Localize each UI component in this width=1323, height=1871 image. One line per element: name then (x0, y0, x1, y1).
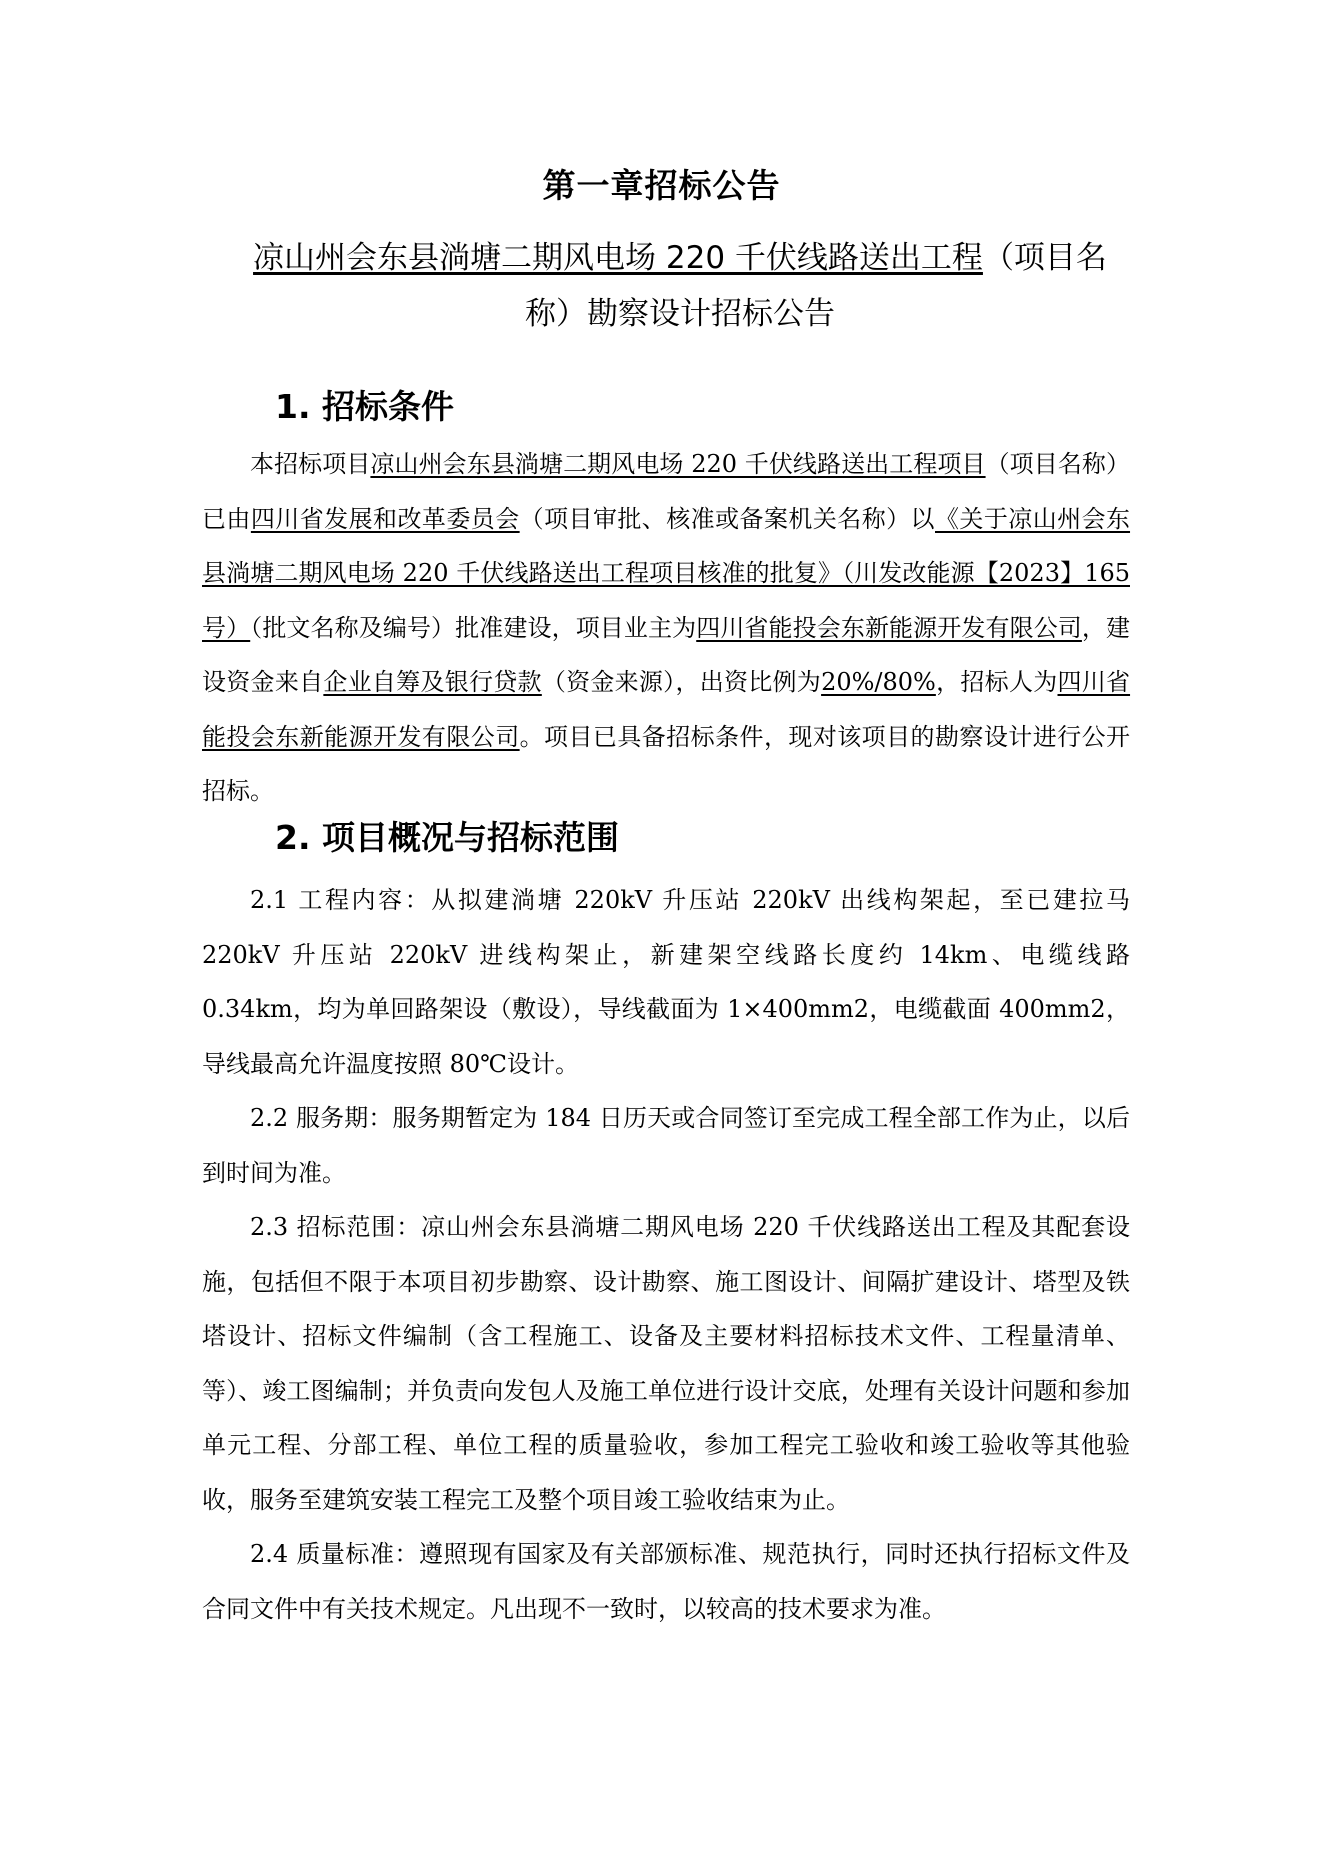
text-run: （批文名称及编号）批准建设，项目业主为 (250, 613, 697, 642)
title-project-name: 凉山州会东县淌塘二期风电场 220 千伏线路送出工程 (253, 240, 983, 276)
paragraph-2-1: 2.1 工程内容：从拟建淌塘 220kV 升压站 220kV 出线构架起，至已建拉马 220kV 升压站 220kV 进线构架止，新建架空线路长度约 14km、电缆线路 0.34km，均为单回路架设（敷设），导线截面为 1×400mm2，电缆截面 400mm2，导线最高允许温度按照 80℃设计。 (202, 886, 1130, 1078)
text-run: （项目名称）已由 (202, 450, 1130, 533)
text-run: （项目审批、核准或备案机关名称）以 (519, 504, 935, 533)
filled-field: 20%/80% (821, 668, 936, 696)
text-run: ，招标人为 (935, 668, 1058, 696)
paragraph-2-3: 2.3 招标范围：凉山州会东县淌塘二期风电场 220 千伏线路送出工程及其配套设施，包括但不限于本项目初步勘察、设计勘察、施工图设计、间隔扩建设计、塔型及铁塔设计、招标文件编制（含工程施工、设备及主要材料招标技术文件、工程量清单、等）、竣工图编制；并负责向发包人及施工单位进行设计交底，处理有关设计问题和参加单元工程、分部工程、单位工程的质量验收，参加工程完工验收和竣工验收等其他验收，服务至建筑安装工程完工及整个项目竣工验收结束为止。 (202, 1213, 1130, 1514)
announcement-title (250, 230, 1110, 342)
filled-field: 四川省发展和改革委员会 (250, 504, 520, 533)
paragraph-2-4: 2.4 质量标准：遵照现有国家及有关部颁标准、规范执行，同时还执行招标文件及合同文件中有关技术规定。凡出现不一致时，以较高的技术要求为准。 (202, 1540, 1130, 1623)
filled-field: 四川省能投会东新能源开发有限公司 (202, 668, 1131, 751)
title-suffix: （项目名称）勘察设计招标公告 (525, 240, 1107, 332)
text-run: ，建设资金来自 (202, 613, 1131, 696)
section-1-paragraph (202, 437, 1130, 819)
section-2-heading: 2. 项目概况与招标范围 (275, 818, 619, 857)
filled-field: 《关于凉山州会东县淌塘二期风电场 220 千伏线路送出工程项目核准的批复》（川发改能源【2023】165 号） (202, 504, 1131, 642)
filled-field: 四川省能投会东新能源开发有限公司 (696, 613, 1082, 642)
text-run: 本招标项目 (250, 450, 371, 478)
filled-field: 企业自筹及银行贷款 (323, 668, 542, 696)
chapter-title: 第一章招标公告 (542, 166, 781, 205)
section-2-body (202, 873, 1130, 1636)
paragraph-2-2: 2.2 服务期：服务期暂定为 184 日历天或合同签订至完成工程全部工作为止，以后到时间为准。 (202, 1104, 1130, 1187)
text-run: （资金来源），出资比例为 (541, 668, 822, 696)
section-1-body (202, 437, 1130, 819)
filled-field: 凉山州会东县淌塘二期风电场 220 千伏线路送出工程项目 (370, 450, 986, 478)
section-1-heading: 1. 招标条件 (275, 387, 454, 426)
text-run: 。项目已具备招标条件，现对该项目的勘察设计进行公开招标。 (202, 722, 1131, 805)
